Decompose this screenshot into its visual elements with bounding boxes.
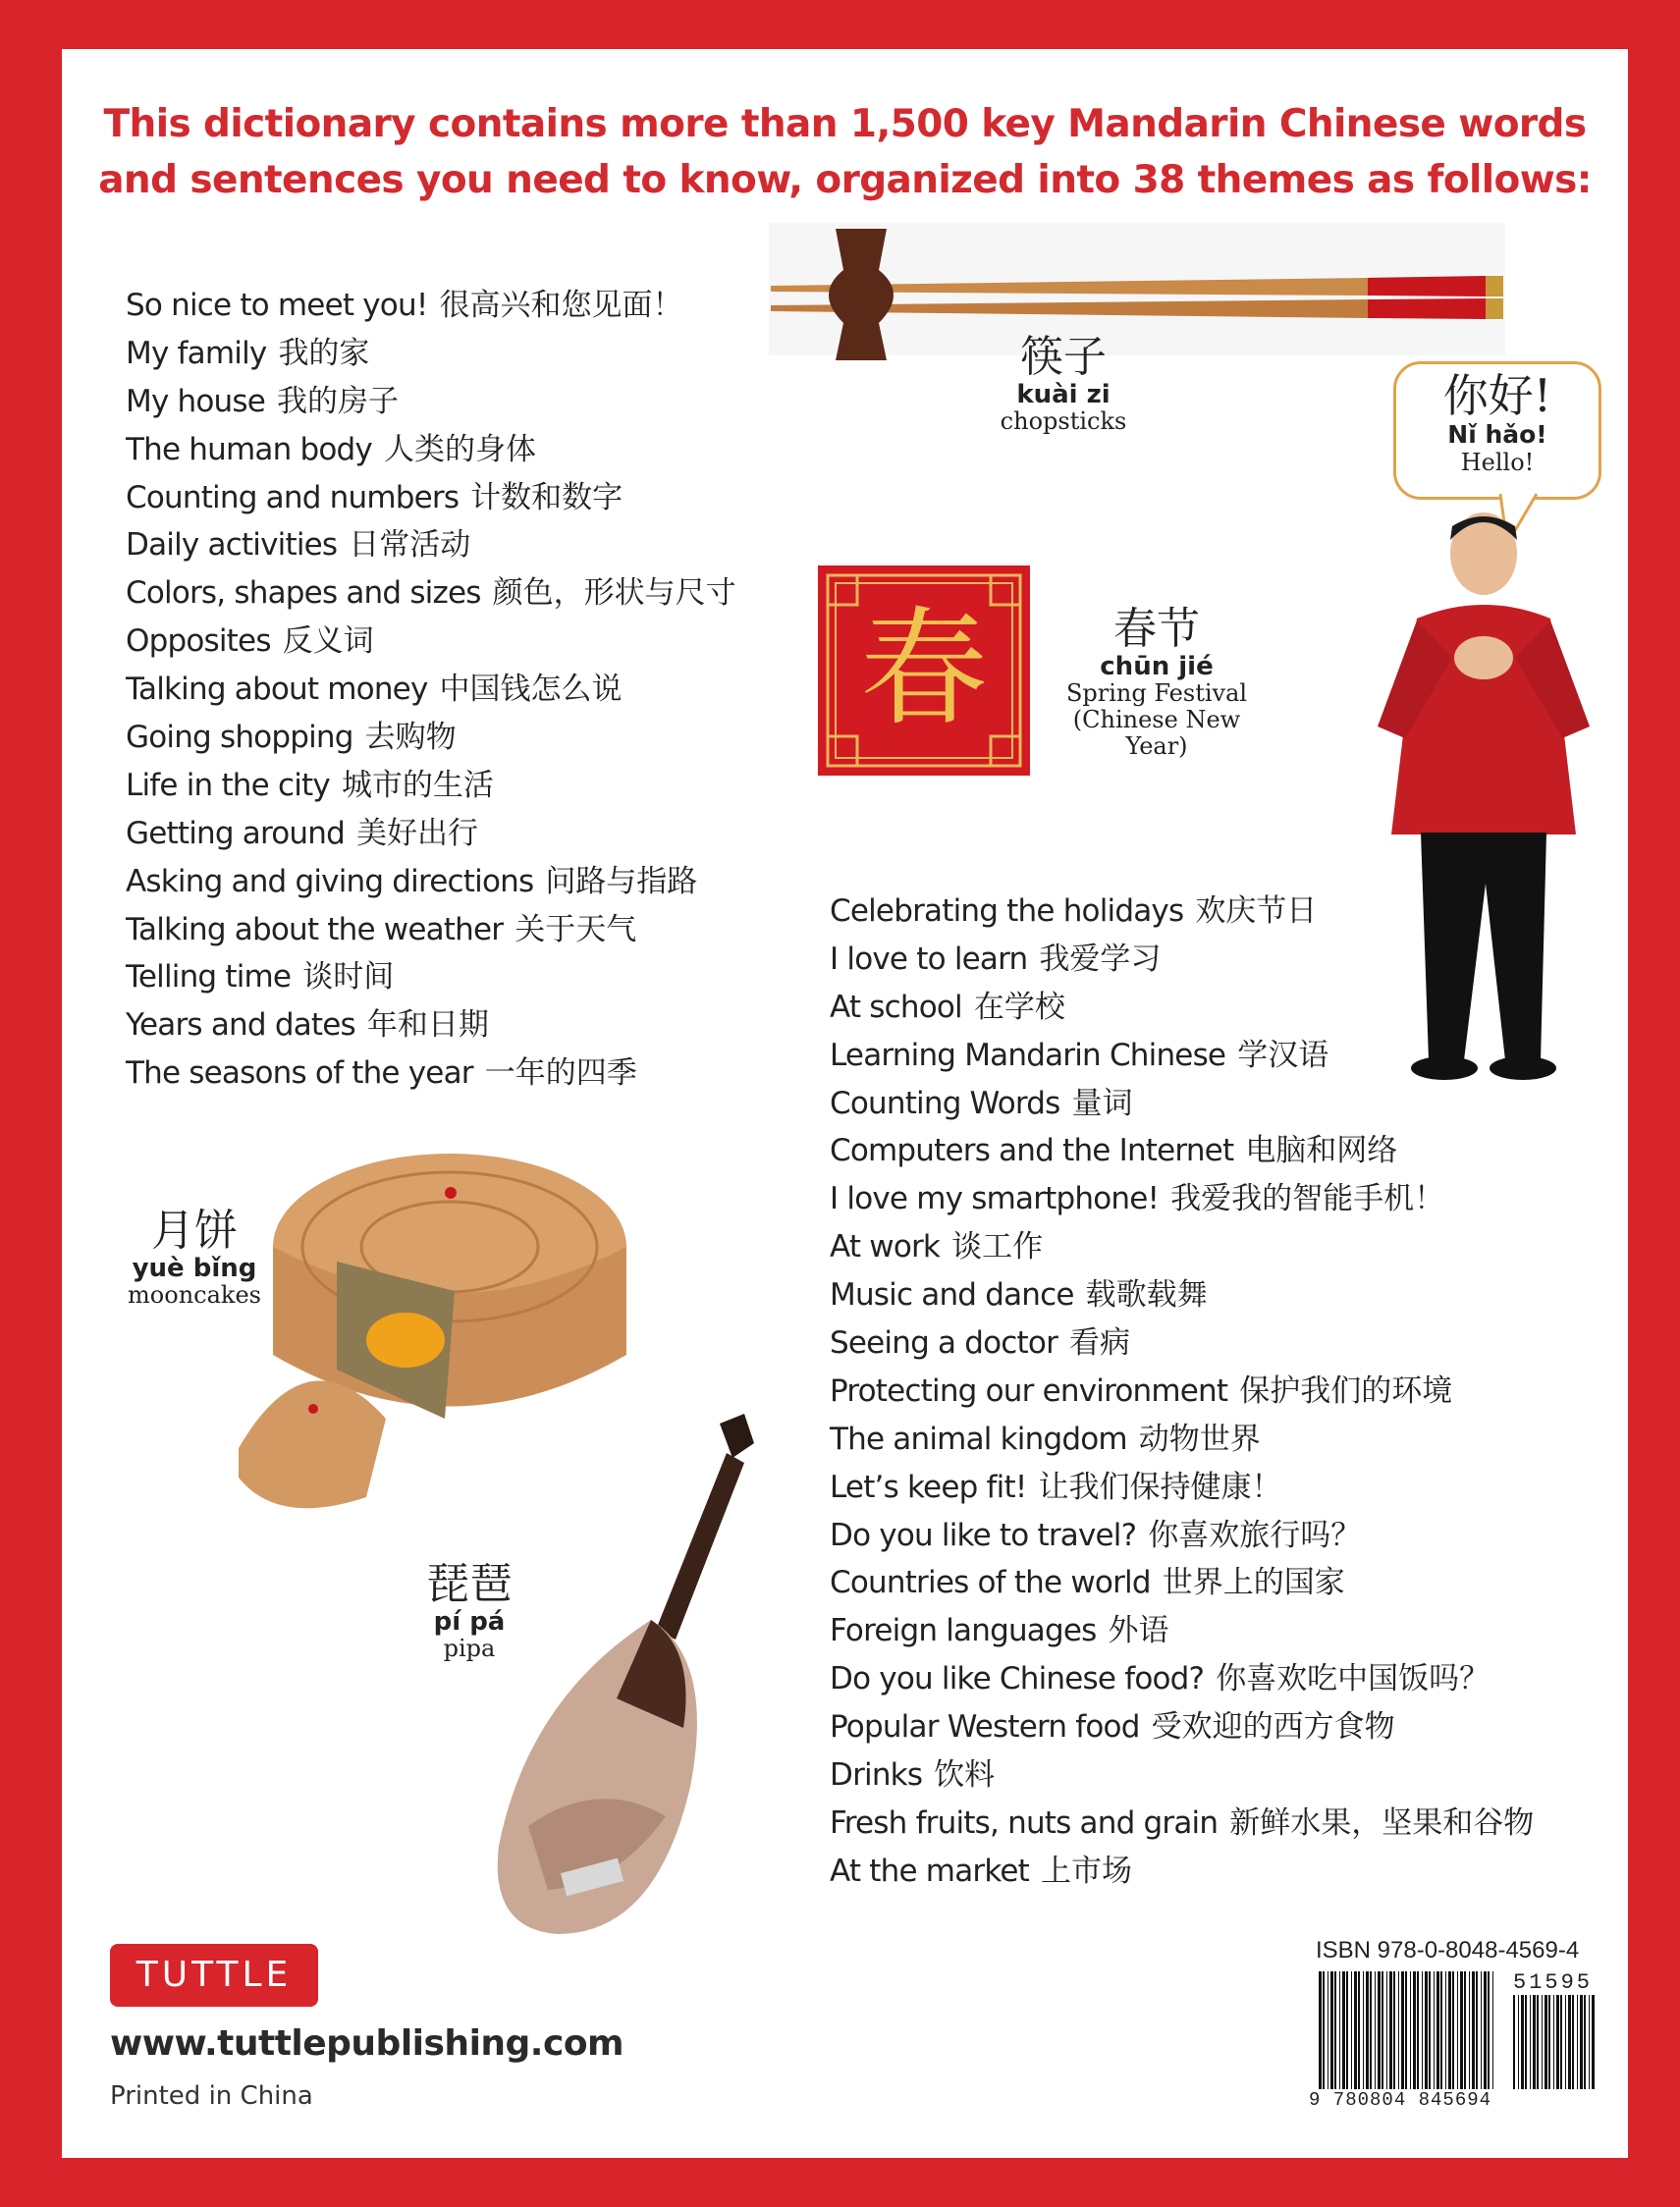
theme-english: Fresh fruits, nuts and grain	[830, 1804, 1219, 1841]
theme-item	[830, 1751, 1534, 1800]
man-trousers	[1421, 833, 1546, 1060]
chopsticks-hanzi: 筷子	[1020, 332, 1107, 382]
spring-festival-image	[818, 565, 1030, 776]
theme-english: I love my smartphone!	[830, 1181, 1160, 1217]
barcode-bar	[1492, 1971, 1493, 2089]
theme-item	[126, 810, 736, 858]
chopsticks-pinyin: kuài zi	[1016, 380, 1111, 409]
theme-chinese: 颜色，形状与尺寸	[492, 575, 736, 612]
barcode-bar	[1530, 1995, 1531, 2089]
theme-item	[830, 1127, 1534, 1175]
barcode-bar	[1370, 1971, 1372, 2089]
barcode-bar	[1323, 1971, 1325, 2089]
barcode-bar	[1346, 1971, 1348, 2089]
theme-item	[830, 1464, 1534, 1512]
barcode-bar	[1553, 1995, 1554, 2089]
theme-chinese: 你喜欢旅行吗？	[1148, 1517, 1362, 1553]
theme-list-left	[126, 282, 736, 1098]
theme-item	[126, 426, 736, 474]
spring-character: 春	[859, 594, 989, 743]
theme-chinese: 欢庆节日	[1195, 893, 1318, 929]
spring-festival-caption	[1044, 606, 1270, 760]
theme-english: Telling time	[126, 959, 292, 996]
theme-chinese: 日常活动	[349, 527, 471, 564]
barcode-bar	[1440, 1971, 1442, 2089]
theme-chinese: 受欢迎的西方食物	[1151, 1709, 1395, 1746]
theme-chinese: 上市场	[1041, 1853, 1133, 1889]
theme-english: My house	[126, 383, 266, 419]
isbn-barcode	[1319, 1971, 1495, 2089]
mooncakes-english: mooncakes	[128, 1281, 261, 1309]
barcode-bar	[1436, 1971, 1439, 2089]
barcode-bar	[1565, 1995, 1566, 2089]
theme-chinese: 美好出行	[356, 815, 478, 851]
mooncakes-hanzi: 月饼	[151, 1206, 238, 1256]
barcode-bar	[1378, 1971, 1381, 2089]
barcode-bar	[1413, 1971, 1416, 2089]
theme-item	[126, 1001, 736, 1050]
barcode-bar	[1363, 1971, 1364, 2089]
theme-chinese: 饮料	[934, 1757, 996, 1794]
theme-chinese: 保护我们的环境	[1239, 1373, 1453, 1409]
barcode-bar	[1542, 1995, 1543, 2089]
theme-chinese: 年和日期	[366, 1007, 489, 1044]
theme-english: Do you like to travel?	[830, 1517, 1137, 1553]
theme-chinese: 看病	[1069, 1325, 1131, 1362]
headline	[62, 96, 1628, 208]
theme-chinese: 中国钱怎么说	[439, 672, 623, 708]
barcode-bar	[1556, 1995, 1559, 2089]
barcode-bar	[1425, 1971, 1428, 2089]
theme-item	[126, 1050, 736, 1098]
theme-chinese: 谈时间	[302, 959, 395, 996]
theme-chinese: 我爱我的智能手机！	[1170, 1181, 1445, 1217]
theme-english: Popular Western food	[830, 1709, 1140, 1746]
barcode-bar	[1568, 1995, 1571, 2089]
theme-item	[126, 474, 736, 522]
barcode-bar	[1521, 1995, 1524, 2089]
theme-english: My family	[126, 335, 267, 371]
theme-item	[126, 906, 736, 954]
theme-chinese: 我爱学习	[1039, 941, 1162, 977]
barcode-bar	[1448, 1971, 1451, 2089]
barcode-bar	[1525, 1995, 1527, 2089]
theme-item	[830, 1368, 1534, 1416]
barcode-bar	[1548, 1995, 1550, 2089]
theme-chinese: 人类的身体	[383, 431, 536, 467]
theme-english: I love to learn	[830, 941, 1028, 977]
theme-item	[830, 1703, 1534, 1751]
barcode-bar	[1410, 1971, 1411, 2089]
theme-item	[830, 1655, 1534, 1703]
theme-item	[830, 1607, 1534, 1655]
pipa-image	[469, 1404, 784, 1954]
barcode-bar	[1358, 1971, 1360, 2089]
theme-chinese: 新鲜水果，坚果和谷物	[1229, 1804, 1535, 1841]
theme-english: Let’s keep fit!	[830, 1469, 1027, 1505]
barcode-bar	[1452, 1971, 1454, 2089]
barcode-bar	[1577, 1995, 1578, 2089]
price-barcode	[1513, 1995, 1596, 2089]
theme-item	[830, 1319, 1534, 1368]
pipa-english: pipa	[443, 1635, 496, 1662]
theme-chinese: 让我们保持健康！	[1038, 1469, 1282, 1505]
chopsticks-english: chopsticks	[1000, 407, 1127, 435]
theme-chinese: 城市的生活	[341, 767, 494, 803]
theme-chinese: 我的家	[278, 335, 370, 371]
barcode-bar	[1592, 1995, 1595, 2089]
barcode-bar	[1417, 1971, 1419, 2089]
barcode-bar	[1393, 1971, 1395, 2089]
theme-chinese: 电脑和网络	[1245, 1133, 1398, 1169]
barcode-bar	[1589, 1995, 1590, 2089]
barcode-bar	[1382, 1971, 1383, 2089]
barcode-bar	[1375, 1971, 1376, 2089]
theme-item	[126, 953, 736, 1001]
theme-item	[126, 378, 736, 426]
theme-item	[830, 1223, 1534, 1271]
theme-english: Seeing a doctor	[830, 1325, 1058, 1362]
printed-in-note: Printed in China	[110, 2081, 313, 2111]
barcode-bar	[1354, 1971, 1357, 2089]
barcode-bar	[1398, 1971, 1399, 2089]
theme-chinese: 问路与指路	[545, 863, 698, 899]
tuttle-logo: TUTTLE	[110, 1944, 318, 2007]
theme-item	[126, 714, 736, 762]
theme-item	[126, 282, 736, 330]
theme-chinese: 关于天气	[515, 911, 637, 947]
theme-english: Daily activities	[126, 527, 338, 564]
spring-festival-pinyin: chūn jié	[1100, 652, 1214, 681]
barcode-bar	[1460, 1971, 1463, 2089]
pipa-caption	[396, 1561, 543, 1662]
theme-english: Colors, shapes and sizes	[126, 575, 481, 612]
spring-festival-english: Spring Festival	[1065, 679, 1248, 707]
barcode-bar	[1533, 1995, 1536, 2089]
theme-item	[830, 1416, 1534, 1464]
theme-chinese: 量词	[1071, 1085, 1133, 1121]
theme-chinese: 在学校	[973, 989, 1065, 1025]
theme-english: Counting Words	[830, 1085, 1060, 1121]
theme-english: Celebrating the holidays	[830, 893, 1184, 929]
barcode-bar	[1513, 1995, 1515, 2089]
theme-chinese: 谈工作	[951, 1229, 1044, 1265]
barcode-bar	[1319, 1971, 1322, 2089]
theme-chinese: 计数和数字	[470, 479, 623, 515]
theme-english: The human body	[126, 431, 372, 467]
theme-english: At school	[830, 989, 962, 1025]
back-cover-panel	[62, 49, 1628, 2158]
barcode-bar	[1342, 1971, 1345, 2089]
theme-english: Foreign languages	[830, 1613, 1097, 1649]
barcode-bar	[1429, 1971, 1431, 2089]
theme-english: Going shopping	[126, 720, 353, 756]
theme-item	[126, 521, 736, 569]
pipa-pinyin: pí pá	[433, 1607, 506, 1637]
barcode-bar	[1405, 1971, 1407, 2089]
barcode-bar	[1472, 1971, 1475, 2089]
theme-english: Music and dance	[830, 1277, 1074, 1314]
theme-chinese: 反义词	[282, 623, 374, 660]
theme-item	[830, 1800, 1534, 1848]
barcode-bar	[1422, 1971, 1423, 2089]
theme-chinese: 你喜欢吃中国饭吗？	[1216, 1661, 1490, 1697]
theme-item	[830, 1848, 1534, 1896]
theme-chinese: 世界上的国家	[1162, 1565, 1345, 1601]
barcode-bar	[1518, 1995, 1519, 2089]
theme-item	[830, 1512, 1534, 1560]
theme-english: Talking about money	[126, 672, 428, 708]
barcode-bar	[1401, 1971, 1404, 2089]
theme-chinese: 载歌载舞	[1085, 1277, 1208, 1314]
greeting-man-image	[1358, 511, 1613, 1090]
theme-english: Do you like Chinese food?	[830, 1661, 1205, 1697]
bubble-english: Hello!	[1460, 449, 1535, 476]
theme-english: The animal kingdom	[830, 1421, 1127, 1457]
bubble-hanzi: 你好!	[1442, 369, 1552, 422]
barcode-bar	[1389, 1971, 1392, 2089]
theme-item	[126, 330, 736, 378]
isbn-text: ISBN 978-0-8048-4569-4	[1316, 1937, 1580, 1964]
price-code: 51595	[1513, 1970, 1594, 1995]
theme-english: At the market	[830, 1853, 1030, 1889]
barcode-bar	[1481, 1971, 1482, 2089]
pipa-hanzi: 琵琶	[426, 1559, 513, 1609]
man-hands	[1454, 636, 1513, 679]
theme-item	[126, 762, 736, 810]
barcode-bar	[1457, 1971, 1458, 2089]
theme-english: Learning Mandarin Chinese	[830, 1037, 1226, 1073]
theme-english: Getting around	[126, 815, 345, 851]
theme-chinese: 一年的四季	[484, 1055, 637, 1092]
theme-item	[830, 1271, 1534, 1319]
barcode-bar	[1537, 1995, 1539, 2089]
mooncakes-caption	[116, 1208, 273, 1309]
theme-item	[126, 618, 736, 666]
theme-english: Countries of the world	[830, 1565, 1151, 1601]
theme-item	[830, 1559, 1534, 1607]
chopsticks-caption	[965, 334, 1162, 435]
theme-english: Counting and numbers	[126, 479, 460, 515]
theme-item	[126, 666, 736, 714]
barcode-bar	[1330, 1971, 1333, 2089]
theme-english: Drinks	[830, 1757, 923, 1794]
publisher-url[interactable]: www.tuttlepublishing.com	[110, 2023, 624, 2064]
barcode-bar	[1334, 1971, 1336, 2089]
mooncakes-pinyin: yuè bǐng	[132, 1254, 257, 1283]
barcode-bar	[1464, 1971, 1466, 2089]
theme-item	[126, 569, 736, 618]
spring-festival-english-note: (Chinese New Year)	[1072, 706, 1241, 760]
barcode-bar	[1584, 1995, 1586, 2089]
theme-chinese: 去购物	[364, 720, 457, 756]
theme-english: Protecting our environment	[830, 1373, 1228, 1409]
barcode-digits: 9 780804 845694	[1309, 2089, 1492, 2111]
theme-english: Life in the city	[126, 767, 330, 803]
spring-festival-hanzi: 春节	[1113, 604, 1200, 654]
headline-line-2: and sentences you need to know, organized into 38 themes as follows:	[98, 158, 1592, 202]
barcode-bar	[1469, 1971, 1470, 2089]
greeting-speech-bubble	[1393, 361, 1601, 500]
barcode-bar	[1445, 1971, 1446, 2089]
barcode-bar	[1339, 1971, 1340, 2089]
theme-chinese: 学汉语	[1237, 1037, 1329, 1073]
barcode-bar	[1484, 1971, 1487, 2089]
barcode-bar	[1476, 1971, 1478, 2089]
barcode-bar	[1351, 1971, 1352, 2089]
theme-english: The seasons of the year	[126, 1055, 473, 1092]
headline-line-1: This dictionary contains more than 1,500 key Mandarin Chinese words	[103, 102, 1587, 146]
theme-item	[830, 1175, 1534, 1223]
theme-english: At work	[830, 1229, 941, 1265]
barcode-bar	[1560, 1995, 1562, 2089]
theme-chinese: 很高兴和您见面！	[439, 288, 683, 323]
theme-item	[126, 858, 736, 906]
theme-chinese: 动物世界	[1138, 1421, 1261, 1457]
barcode-bar	[1580, 1995, 1583, 2089]
barcode-bar	[1572, 1995, 1574, 2089]
barcode-bar	[1386, 1971, 1387, 2089]
barcode-bar	[1434, 1971, 1435, 2089]
theme-chinese: 我的房子	[277, 383, 400, 419]
theme-english: Computers and the Internet	[830, 1133, 1234, 1169]
barcode-bar	[1366, 1971, 1369, 2089]
theme-english: Opposites	[126, 623, 271, 660]
barcode-bar	[1545, 1995, 1547, 2089]
theme-chinese: 外语	[1108, 1613, 1169, 1649]
theme-english: Talking about the weather	[126, 911, 504, 947]
theme-english: So nice to meet you!	[126, 288, 428, 323]
theme-english: Years and dates	[126, 1007, 355, 1044]
barcode-bar	[1488, 1971, 1490, 2089]
bubble-pinyin: Nǐ hǎo!	[1447, 420, 1547, 449]
theme-english: Asking and giving directions	[126, 863, 534, 899]
